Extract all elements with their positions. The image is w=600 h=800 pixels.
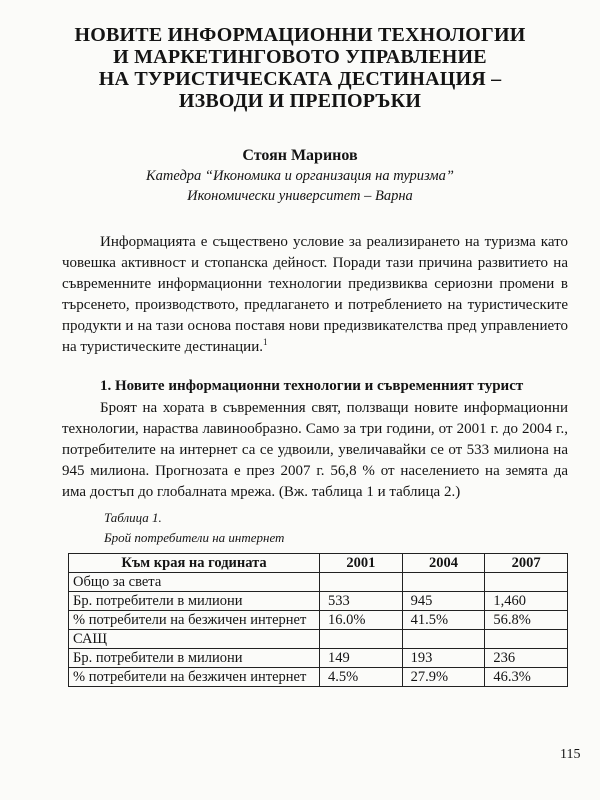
table-cell: Бр. потребители в милиони	[69, 592, 320, 611]
internet-users-table	[68, 553, 568, 687]
title-line: НОВИТЕ ИНФОРМАЦИОННИ ТЕХНОЛОГИИ	[74, 24, 526, 46]
affiliation-university: Икономически университет – Варна	[187, 188, 413, 204]
table-cell: 533	[320, 592, 403, 611]
table-header-row	[69, 554, 568, 573]
table-cell: 945	[402, 592, 485, 611]
table-cell: % потребители на безжичен интернет	[69, 611, 320, 630]
table-row	[69, 630, 568, 649]
table-cell: 46.3%	[485, 668, 568, 687]
table-cell: 193	[402, 649, 485, 668]
author-name: Стоян Маринов	[242, 147, 358, 164]
table-cell: % потребители на безжичен интернет	[69, 668, 320, 687]
table-caption: Брой потребители на интернет	[104, 530, 285, 545]
table-cell: 41.5%	[402, 611, 485, 630]
table-row	[69, 649, 568, 668]
footnote-marker: 1	[263, 337, 268, 347]
table-label: Таблица 1.	[104, 510, 162, 525]
table-cell	[402, 630, 485, 649]
table-cell: Общо за света	[69, 573, 320, 592]
table-header-cell: Към края на годината	[69, 554, 320, 573]
table-cell: 236	[485, 649, 568, 668]
affiliation-department: Катедра “Икономика и организация на туризма”	[146, 168, 454, 184]
table-row	[69, 573, 568, 592]
section-heading: 1. Новите информационни технологии и съвременният турист	[100, 378, 524, 394]
table-cell	[320, 630, 403, 649]
table-cell	[485, 630, 568, 649]
table-cell	[402, 573, 485, 592]
paper-title	[40, 24, 560, 112]
table-cell: 56.8%	[485, 611, 568, 630]
table-row	[69, 668, 568, 687]
title-line: НА ТУРИСТИЧЕСКАТА ДЕСТИНАЦИЯ –	[98, 68, 502, 90]
intro-paragraph-text: Информацията е съществено условие за реализирането на туризма като човешка активност и стопанска дейност. Поради тази причина развитието на съвременните информационни технологии предизвиква сериозни промени в търсенето, производството, предлагането и потреблението на туристическите продукти и на тази основа поставя нови предизвикателства пред управлението на туристическите дестинации.	[62, 234, 568, 355]
title-line: И МАРКЕТИНГОВОТО УПРАВЛЕНИЕ	[113, 46, 487, 68]
table-cell: САЩ	[69, 630, 320, 649]
table-header-cell: 2001	[320, 554, 403, 573]
table-row	[69, 592, 568, 611]
table-cell: 16.0%	[320, 611, 403, 630]
table-cell: Бр. потребители в милиони	[69, 649, 320, 668]
table-header-cell: 2004	[402, 554, 485, 573]
table-cell: 149	[320, 649, 403, 668]
table-cell	[320, 573, 403, 592]
table-cell: 1,460	[485, 592, 568, 611]
table-row	[69, 611, 568, 630]
intro-paragraph	[62, 232, 568, 358]
table-cell	[485, 573, 568, 592]
page-number: 115	[560, 747, 581, 762]
title-line: ИЗВОДИ И ПРЕПОРЪКИ	[178, 90, 422, 112]
section-paragraph: Броят на хората в съвременния свят, ползващи новите информационни технологии, нараства лавинообразно. Само за три години, от 2001 г. до 2004 г., потребителите на интернет са се удвоили, увеличавайки се от 533 милиона на 945 милиона. Прогнозата е през 2007 г. 56,8 % от населението на земята да има достъп до глобалната мрежа. (Вж. таблица 1 и таблица 2.)	[62, 400, 568, 500]
table-cell: 27.9%	[402, 668, 485, 687]
table-cell: 4.5%	[320, 668, 403, 687]
table-header-cell: 2007	[485, 554, 568, 573]
